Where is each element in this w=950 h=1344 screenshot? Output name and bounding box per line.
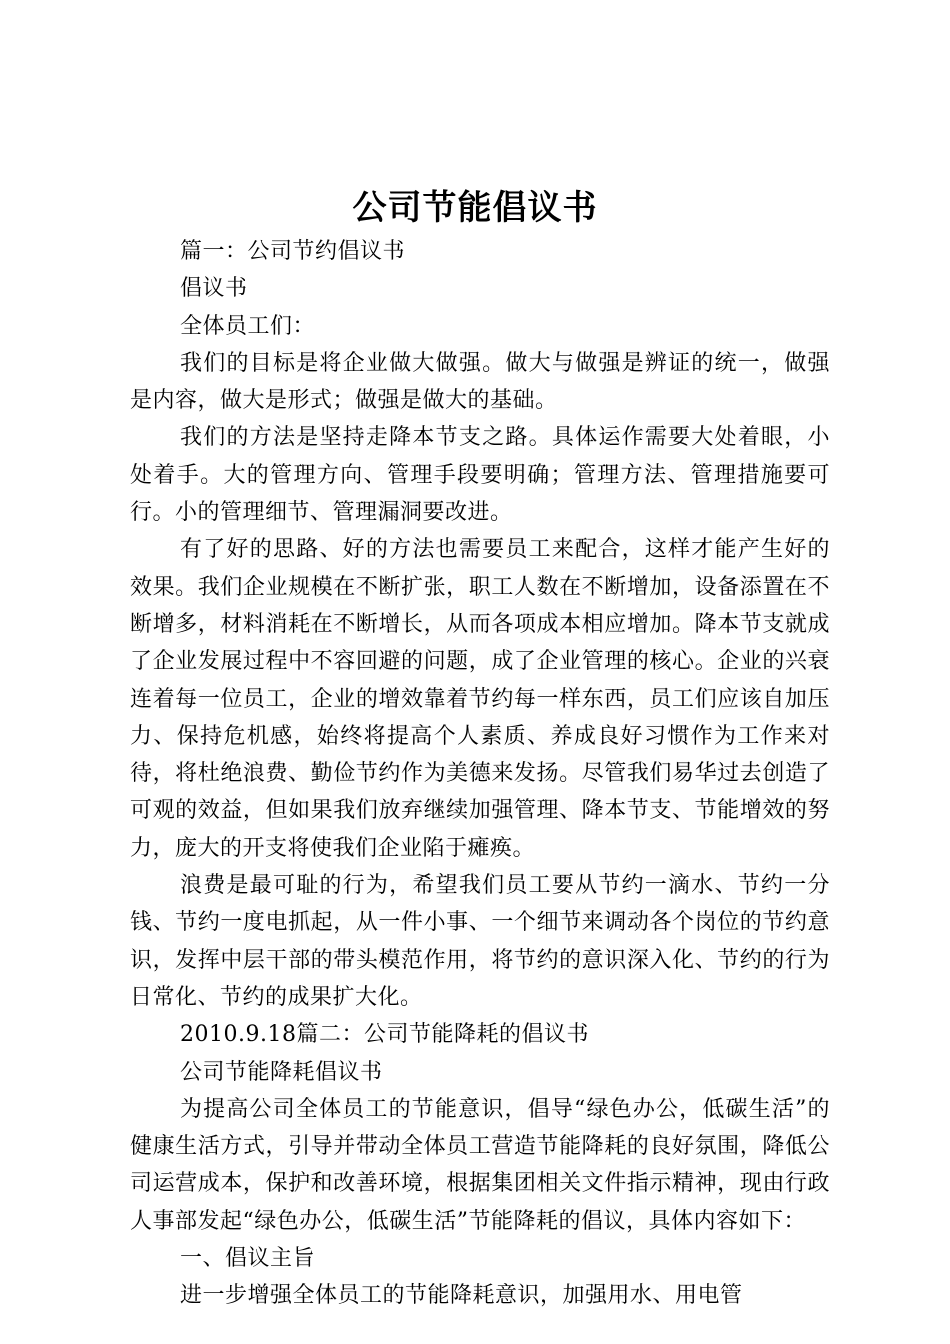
paragraph-section-heading-1: 篇一：公司节约倡议书 — [180, 239, 406, 264]
paragraph-subtitle-2: 公司节能降耗倡议书 — [180, 1059, 383, 1085]
paragraph-subtitle-1: 倡议书 — [180, 276, 248, 302]
paragraph-body: 我们的目标是将企业做大做强。做大与做强是辨证的统一，做强是内容，做大是形式；做强是做大的基础。 — [130, 350, 830, 414]
paragraph-body: 有了好的思路、好的方法也需要员工来配合，这样才能产生好的效果。我们企业规模在不断扩张，职工人数在不断增加，设备添置在不断增多，材料消耗在不断增长，从而各项成本相应增加。降本节支就成了企业发展过程中不容回避的问题，成了企业管理的核心。企业的兴衰连着每一位员工，企业的增效靠着节约每一样东西，员工们应该自加压力、保持危机感，始终将提高个人素质、养成良好习惯作为工作来对待，将杜绝浪费、勤俭节约作为美德来发扬。尽管我们易华过去创造了可观的效益，但如果我们放弃继续加强管理、降本节支、节能增效的努力，庞大的开支将使我们企业陷于瘫痪。 — [130, 537, 830, 861]
paragraph-body: 进一步增强全体员工的节能降耗意识，加强用水、用电管 — [180, 1283, 743, 1309]
document-title: 公司节能倡议书 — [352, 188, 598, 228]
paragraph-body: 浪费是最可耻的行为，希望我们员工要从节约一滴水、节约一分钱、节约一度电抓起，从一件小事、一个细节来调动各个岗位的节约意识，发挥中层干部的带头模范作用，将节约的意识深入化、节约的行为日常化、节约的成果扩大化。 — [130, 873, 830, 1010]
paragraph-item-heading: 一、倡议主旨 — [180, 1246, 316, 1272]
paragraph-body: 我们的方法是坚持走降本节支之路。具体运作需要大处着眼，小处着手。大的管理方向、管理手段要明确；管理方法、管理措施要可行。小的管理细节、管理漏洞要改进。 — [130, 425, 830, 526]
paragraph-salutation: 全体员工们： — [180, 313, 316, 339]
paragraph-section-heading-2: 2010.9.18篇二：公司节能降耗的倡议书 — [180, 1022, 589, 1048]
document-body — [130, 233, 830, 1315]
paragraph-body: 为提高公司全体员工的节能意识，倡导“绿色办公，低碳生活”的健康生活方式，引导并带动全体员工营造节能降耗的良好氛围，降低公司运营成本，保护和改善环境，根据集团相关文件指示精神，现由行政人事部发起“绿色办公，低碳生活”节能降耗的倡议，具体内容如下： — [130, 1096, 830, 1234]
